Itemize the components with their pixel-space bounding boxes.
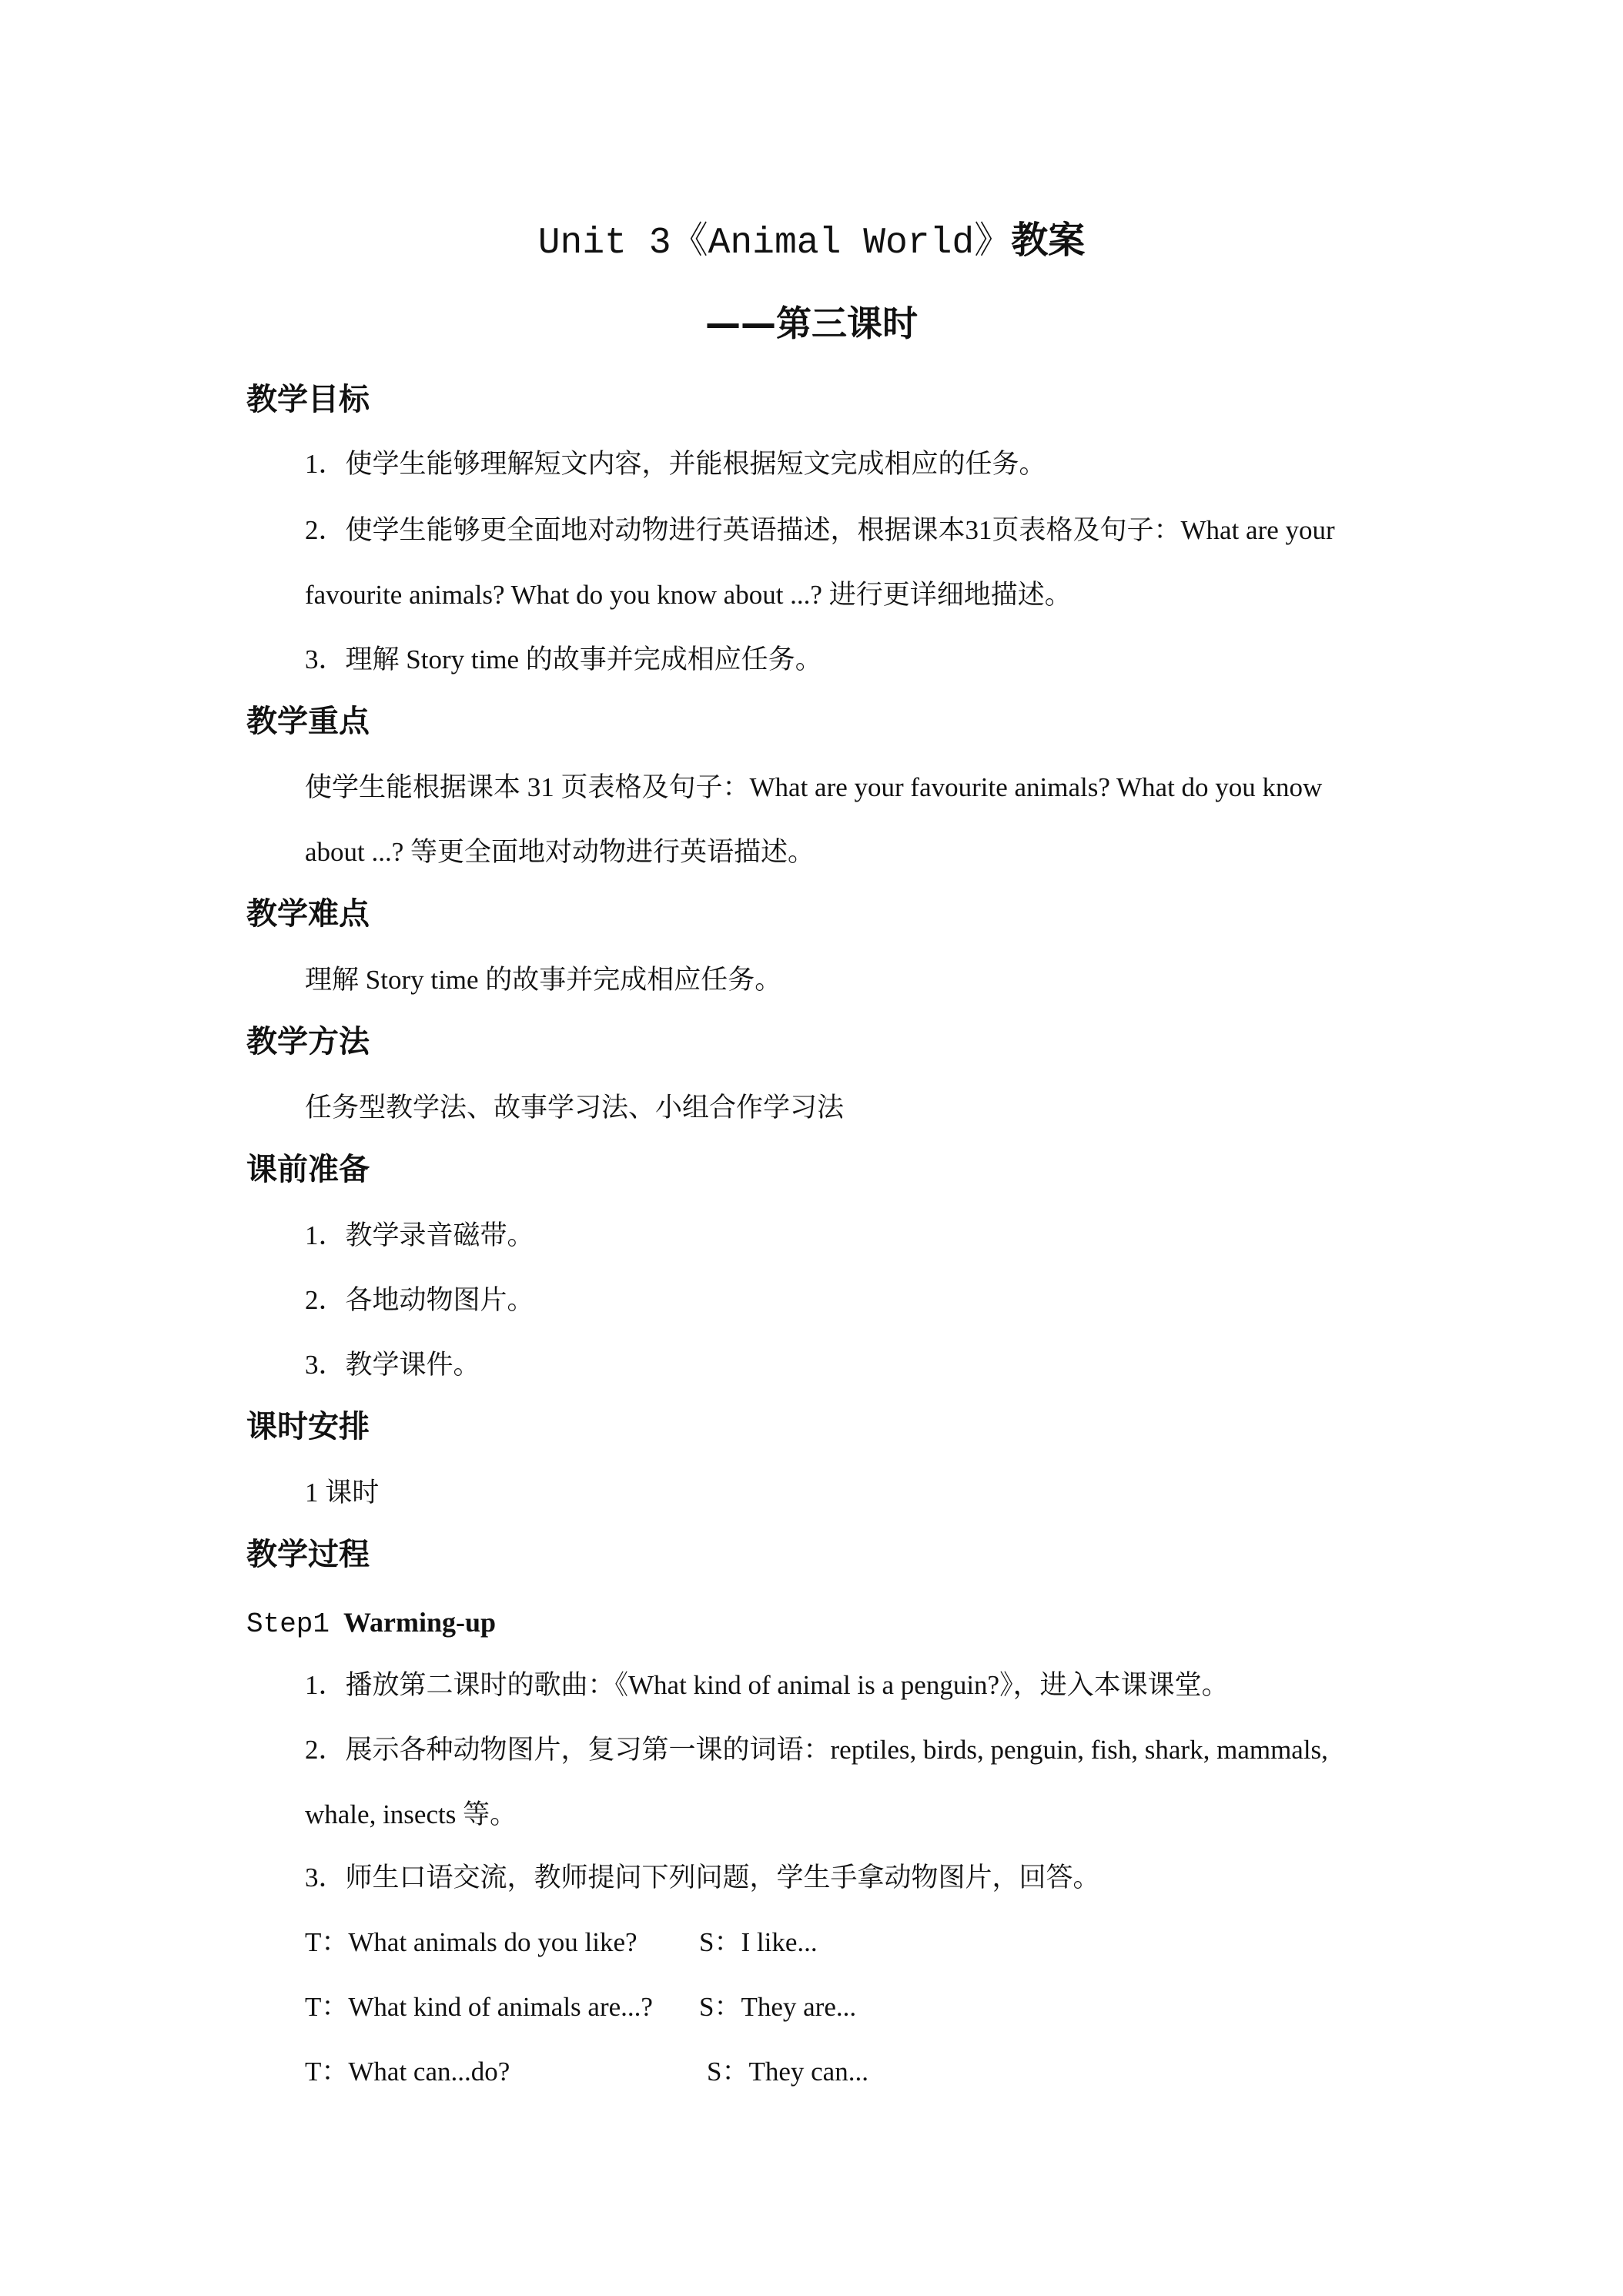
dialogue-teacher-2: T：What kind of animals are...? [305, 1992, 653, 2022]
step1-item-2-cont: whale, insects 等。 [305, 1799, 517, 1829]
heading-methods: 教学方法 [246, 1024, 370, 1059]
heading-preparation: 课前准备 [246, 1152, 370, 1187]
heading-goals: 教学目标 [246, 382, 370, 417]
document-subtitle: ——第三课时 [705, 303, 918, 344]
preparation-item-1: 1．教学录音磁带。 [305, 1220, 534, 1250]
heading-key-points: 教学重点 [246, 704, 370, 739]
document-title [0, 216, 1623, 268]
title-english: Unit 3《Animal World》 [537, 223, 1012, 264]
heading-difficulties: 教学难点 [246, 896, 370, 932]
title-chinese: 教案 [1011, 219, 1086, 262]
dialogue-student-1: S：I like... [699, 1927, 818, 1957]
key-points-line-2: about ...? 等更全面地对动物进行英语描述。 [305, 837, 815, 867]
goal-item-1: 1．使学生能够理解短文内容，并能根据短文完成相应的任务。 [305, 449, 1046, 479]
dialogue-student-3: S：They can... [707, 2057, 868, 2087]
step1-item-2: 2．展示各种动物图片，复习第一课的词语：reptiles, birds, penguin, fish, shark, mammals, [305, 1735, 1328, 1765]
dialogue-student-2: S：They are... [699, 1992, 857, 2022]
goal-item-2-cont: favourite animals? What do you know about ...? 进行更详细地描述。 [305, 580, 1072, 610]
preparation-item-3: 3．教学课件。 [305, 1350, 480, 1380]
step1-item-1: 1．播放第二课时的歌曲：《What kind of animal is a penguin?》，进入本课课堂。 [305, 1670, 1229, 1700]
schedule-line-1: 1 课时 [305, 1478, 380, 1508]
key-points-line-1: 使学生能根据课本 31 页表格及句子：What are your favourite animals? What do you know [305, 772, 1323, 802]
dialogue-teacher-3: T：What can...do? [305, 2057, 510, 2087]
step1-title: Warming-up [343, 1607, 497, 1638]
dialogue-teacher-1: T：What animals do you like? [305, 1927, 637, 1957]
goal-item-3: 3．理解 Story time 的故事并完成相应任务。 [305, 644, 822, 674]
preparation-item-2: 2．各地动物图片。 [305, 1285, 534, 1315]
heading-process: 教学过程 [246, 1537, 370, 1572]
difficulties-line-1: 理解 Story time 的故事并完成相应任务。 [305, 965, 782, 995]
goal-item-2: 2．使学生能够更全面地对动物进行英语描述，根据课本31页表格及句子：What are your [305, 515, 1335, 545]
methods-line-1: 任务型教学法、故事学习法、小组合作学习法 [305, 1093, 845, 1123]
step1-heading [246, 1603, 496, 1644]
step1-number: Step1 [246, 1608, 330, 1640]
heading-schedule: 课时安排 [246, 1409, 370, 1444]
step1-item-3: 3．师生口语交流，教师提问下列问题，学生手拿动物图片，回答。 [305, 1863, 1100, 1893]
